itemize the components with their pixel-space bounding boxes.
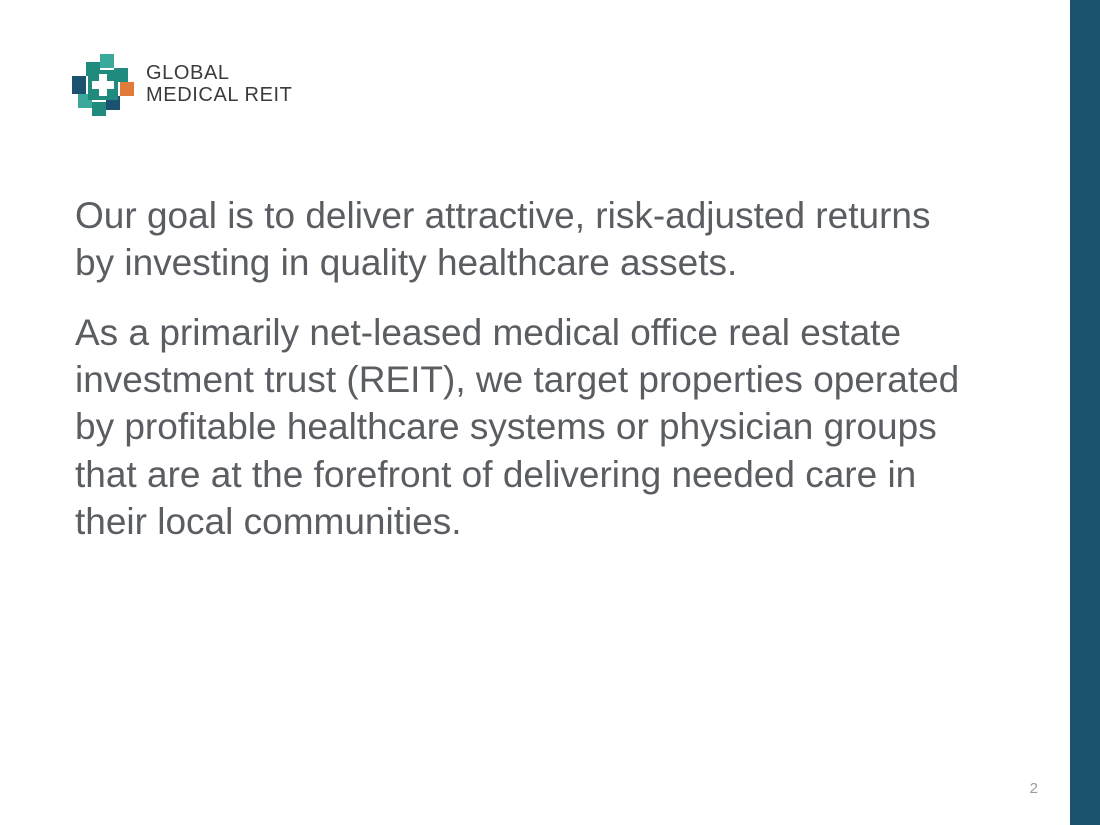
logo-wordmark: [146, 63, 292, 106]
paragraph-strategy: As a primarily net-leased medical office real estate investment trust (REIT), we target properties operated by profitable healthcare systems or physician groups that are at the forefront of delivering needed care in their local communities.: [75, 311, 960, 543]
logo-wordmark-line1: GLOBAL: [146, 62, 230, 85]
paragraph-goal: Our goal is to deliver attractive, risk-adjusted returns by investing in quality healthcare assets.: [75, 195, 931, 284]
logo-wordmark-line2: MEDICAL REIT: [146, 84, 293, 106]
company-logo: [70, 52, 292, 118]
slide-number: 2: [1029, 780, 1038, 797]
right-accent-band: [1070, 0, 1100, 825]
global-medical-reit-cross-logo: [70, 52, 136, 118]
slide-body-text: [75, 192, 975, 546]
